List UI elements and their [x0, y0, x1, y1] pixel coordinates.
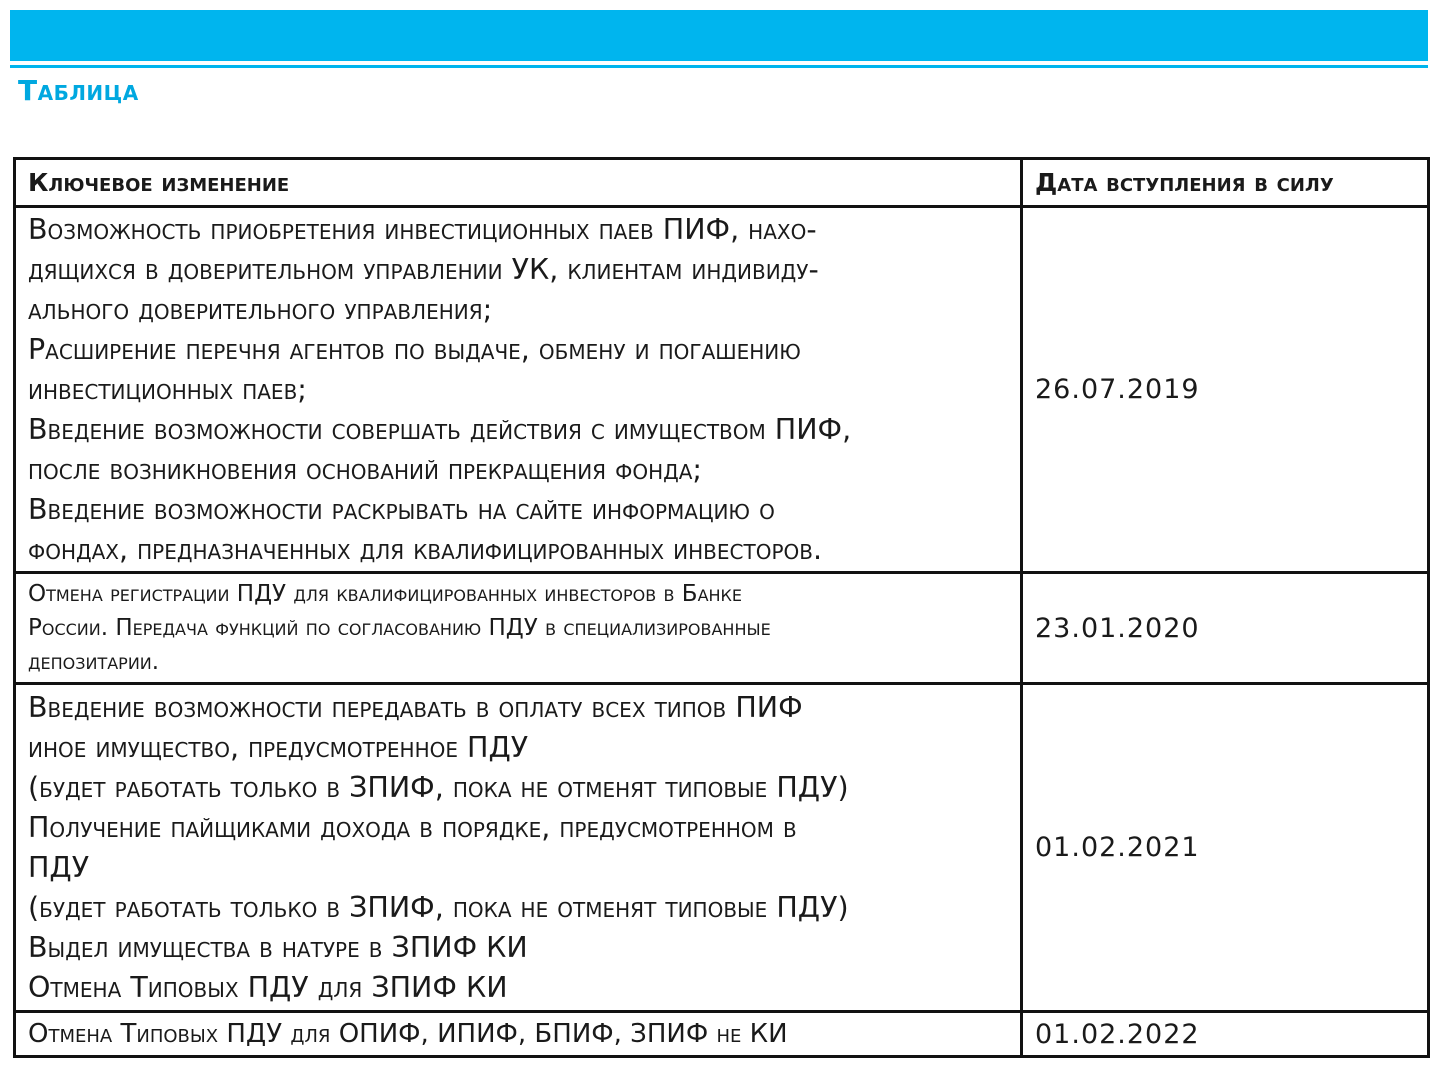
change-line: Расширение перечня агентов по выдаче, обмену и погашению [28, 332, 801, 366]
table-row [15, 1012, 1429, 1057]
change-line: Выдел имущества в натуре в ЗПИФ КИ [28, 930, 528, 964]
change-line: фондах, предназначенных для квалифицированных инвесторов. [28, 532, 823, 566]
change-line: Возможность приобретения инвестиционных паев ПИФ, нахо- [28, 212, 817, 246]
change-line: Отмена Типовых ПДУ для ЗПИФ КИ [28, 970, 508, 1004]
table-row [15, 573, 1429, 684]
change-line: инвестиционных паев; [28, 372, 307, 406]
date-cell: 26.07.2019 [1022, 207, 1429, 573]
top-banner-bar [10, 10, 1428, 61]
column-header-date: Дата вступления в силу [1022, 159, 1429, 207]
date-cell: 23.01.2020 [1022, 573, 1429, 684]
change-line: Введение возможности совершать действия с имуществом ПИФ, [28, 412, 852, 446]
change-line: Введение возможности раскрывать на сайте информацию о [28, 492, 775, 526]
change-line: Отмена Типовых ПДУ для ОПИФ, ИПИФ, БПИФ, ЗПИФ не КИ [28, 1019, 788, 1049]
date-cell: 01.02.2022 [1022, 1012, 1429, 1057]
change-line: России. Передача функций по согласованию ПДУ в специализированные [28, 615, 771, 641]
change-line: (будет работать только в ЗПИФ, пока не отменят типовые ПДУ) [28, 770, 849, 804]
change-line: после возникновения оснований прекращения фонда; [28, 452, 703, 486]
column-header-change: Ключевое изменение [15, 159, 1022, 207]
page-title: Таблица [18, 74, 139, 107]
table-header-row [15, 159, 1429, 207]
change-cell [15, 1012, 1022, 1057]
change-line: (будет работать только в ЗПИФ, пока не отменят типовые ПДУ) [28, 890, 849, 924]
changes-table [13, 157, 1430, 1058]
header-divider [10, 65, 1428, 68]
change-cell [15, 684, 1022, 1012]
change-cell [15, 207, 1022, 573]
change-line: депозитарии. [28, 649, 160, 675]
date-cell: 01.02.2021 [1022, 684, 1429, 1012]
change-line: ального доверительного управления; [28, 292, 493, 326]
table-row [15, 207, 1429, 573]
change-line: дящихся в доверительном управлении УК, клиентам индивиду- [28, 252, 819, 286]
change-line: ПДУ [28, 850, 90, 884]
change-cell [15, 573, 1022, 684]
change-line: Введение возможности передавать в оплату всех типов ПИФ [28, 690, 803, 724]
table-row [15, 684, 1429, 1012]
change-line: Получение пайщиками дохода в порядке, предусмотренном в [28, 810, 797, 844]
change-line: Отмена регистрации ПДУ для квалифицированных инвесторов в Банке [28, 581, 743, 607]
change-line: иное имущество, предусмотренное ПДУ [28, 730, 529, 764]
